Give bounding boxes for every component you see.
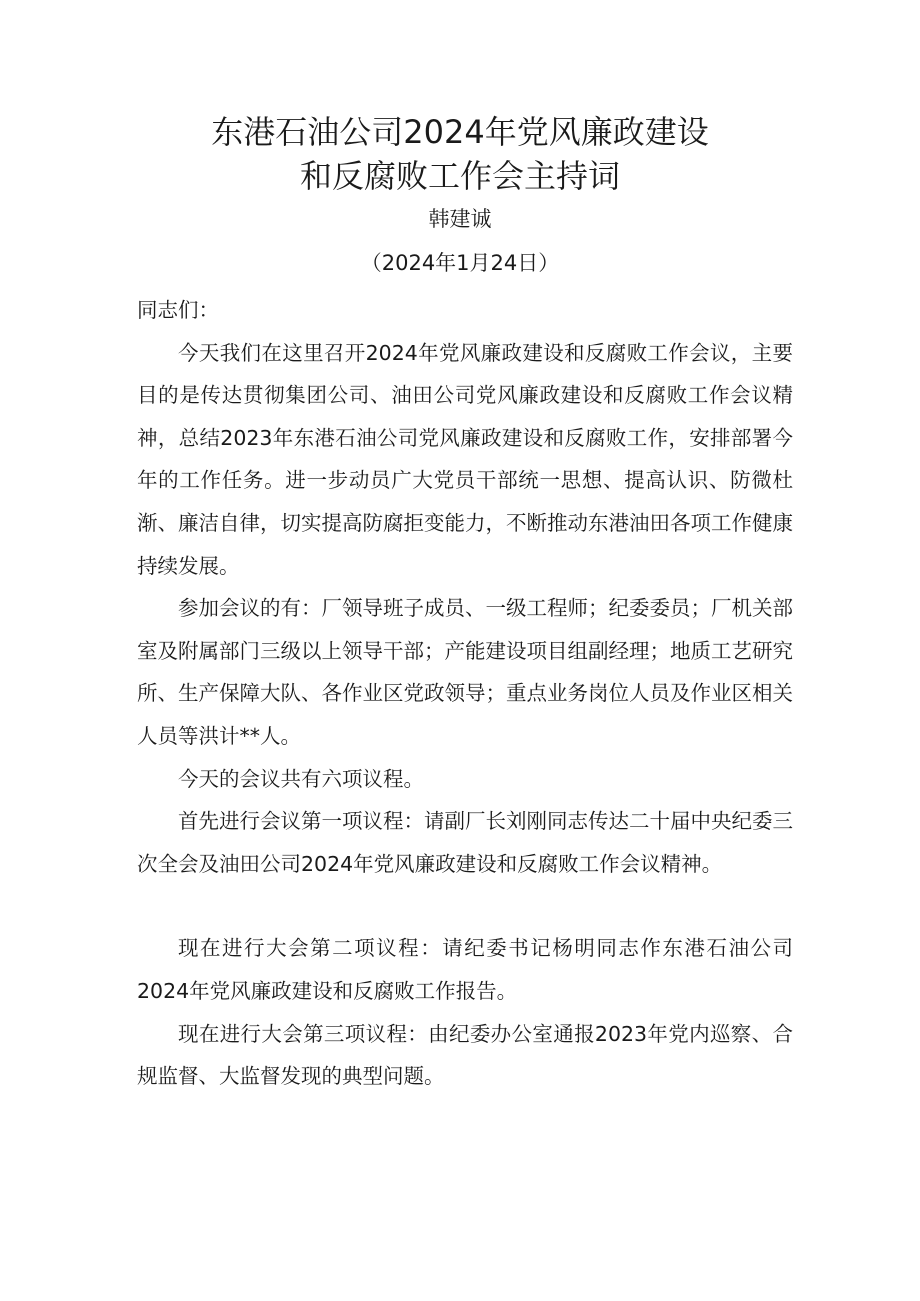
paragraph-attendees: 参加会议的有：厂领导班子成员、一级工程师；纪委委员；厂机关部室及附属部门三级以上领导干部；产能建设项目组副经理；地质工艺研究所、生产保障大队、各作业区党政领导；重点业务岗位人员及作业区相关人员等洪计**人。 [137,596,793,748]
paragraph-agenda-item-2: 现在进行大会第二项议程：请纪委书记杨明同志作东港石油公司2024年党风廉政建设和反腐败工作报告。 [137,936,793,1003]
paragraph-agenda-count: 今天的会议共有六项议程。 [178,766,424,791]
author-name: 韩建诚 [428,207,492,231]
document-body [137,289,793,1098]
salutation: 同志们： [137,298,219,322]
paragraph-agenda-item-3: 现在进行大会第三项议程：由纪委办公室通报2023年党内巡察、合规监督、大监督发现的典型问题。 [137,1021,793,1089]
document-title-line-2: 和反腐败工作会主持词 [299,157,620,195]
paragraph-purpose: 今天我们在这里召开2024年党风廉政建设和反腐败工作会议，主要目的是传达贯彻集团公司、油田公司党风廉政建设和反腐败工作会议精神，总结2023年东港石油公司党风廉政建设和反腐败工作，安排部署今年的工作任务。进一步动员广大党员干部统一思想、提高认识、防微杜渐、廉洁自律，切实提高防腐拒变能力，不断推动东港油田各项工作健康持续发展。 [137,340,793,578]
paragraph-agenda-item-1: 首先进行会议第一项议程：请副厂长刘刚同志传达二十届中央纪委三次全会及油田公司2024年党风廉政建设和反腐败工作会议精神。 [137,809,793,876]
document-title-line-1: 东港石油公司2024年党风廉政建设 [211,113,709,151]
document-date: （2024年1月24日） [360,251,560,275]
